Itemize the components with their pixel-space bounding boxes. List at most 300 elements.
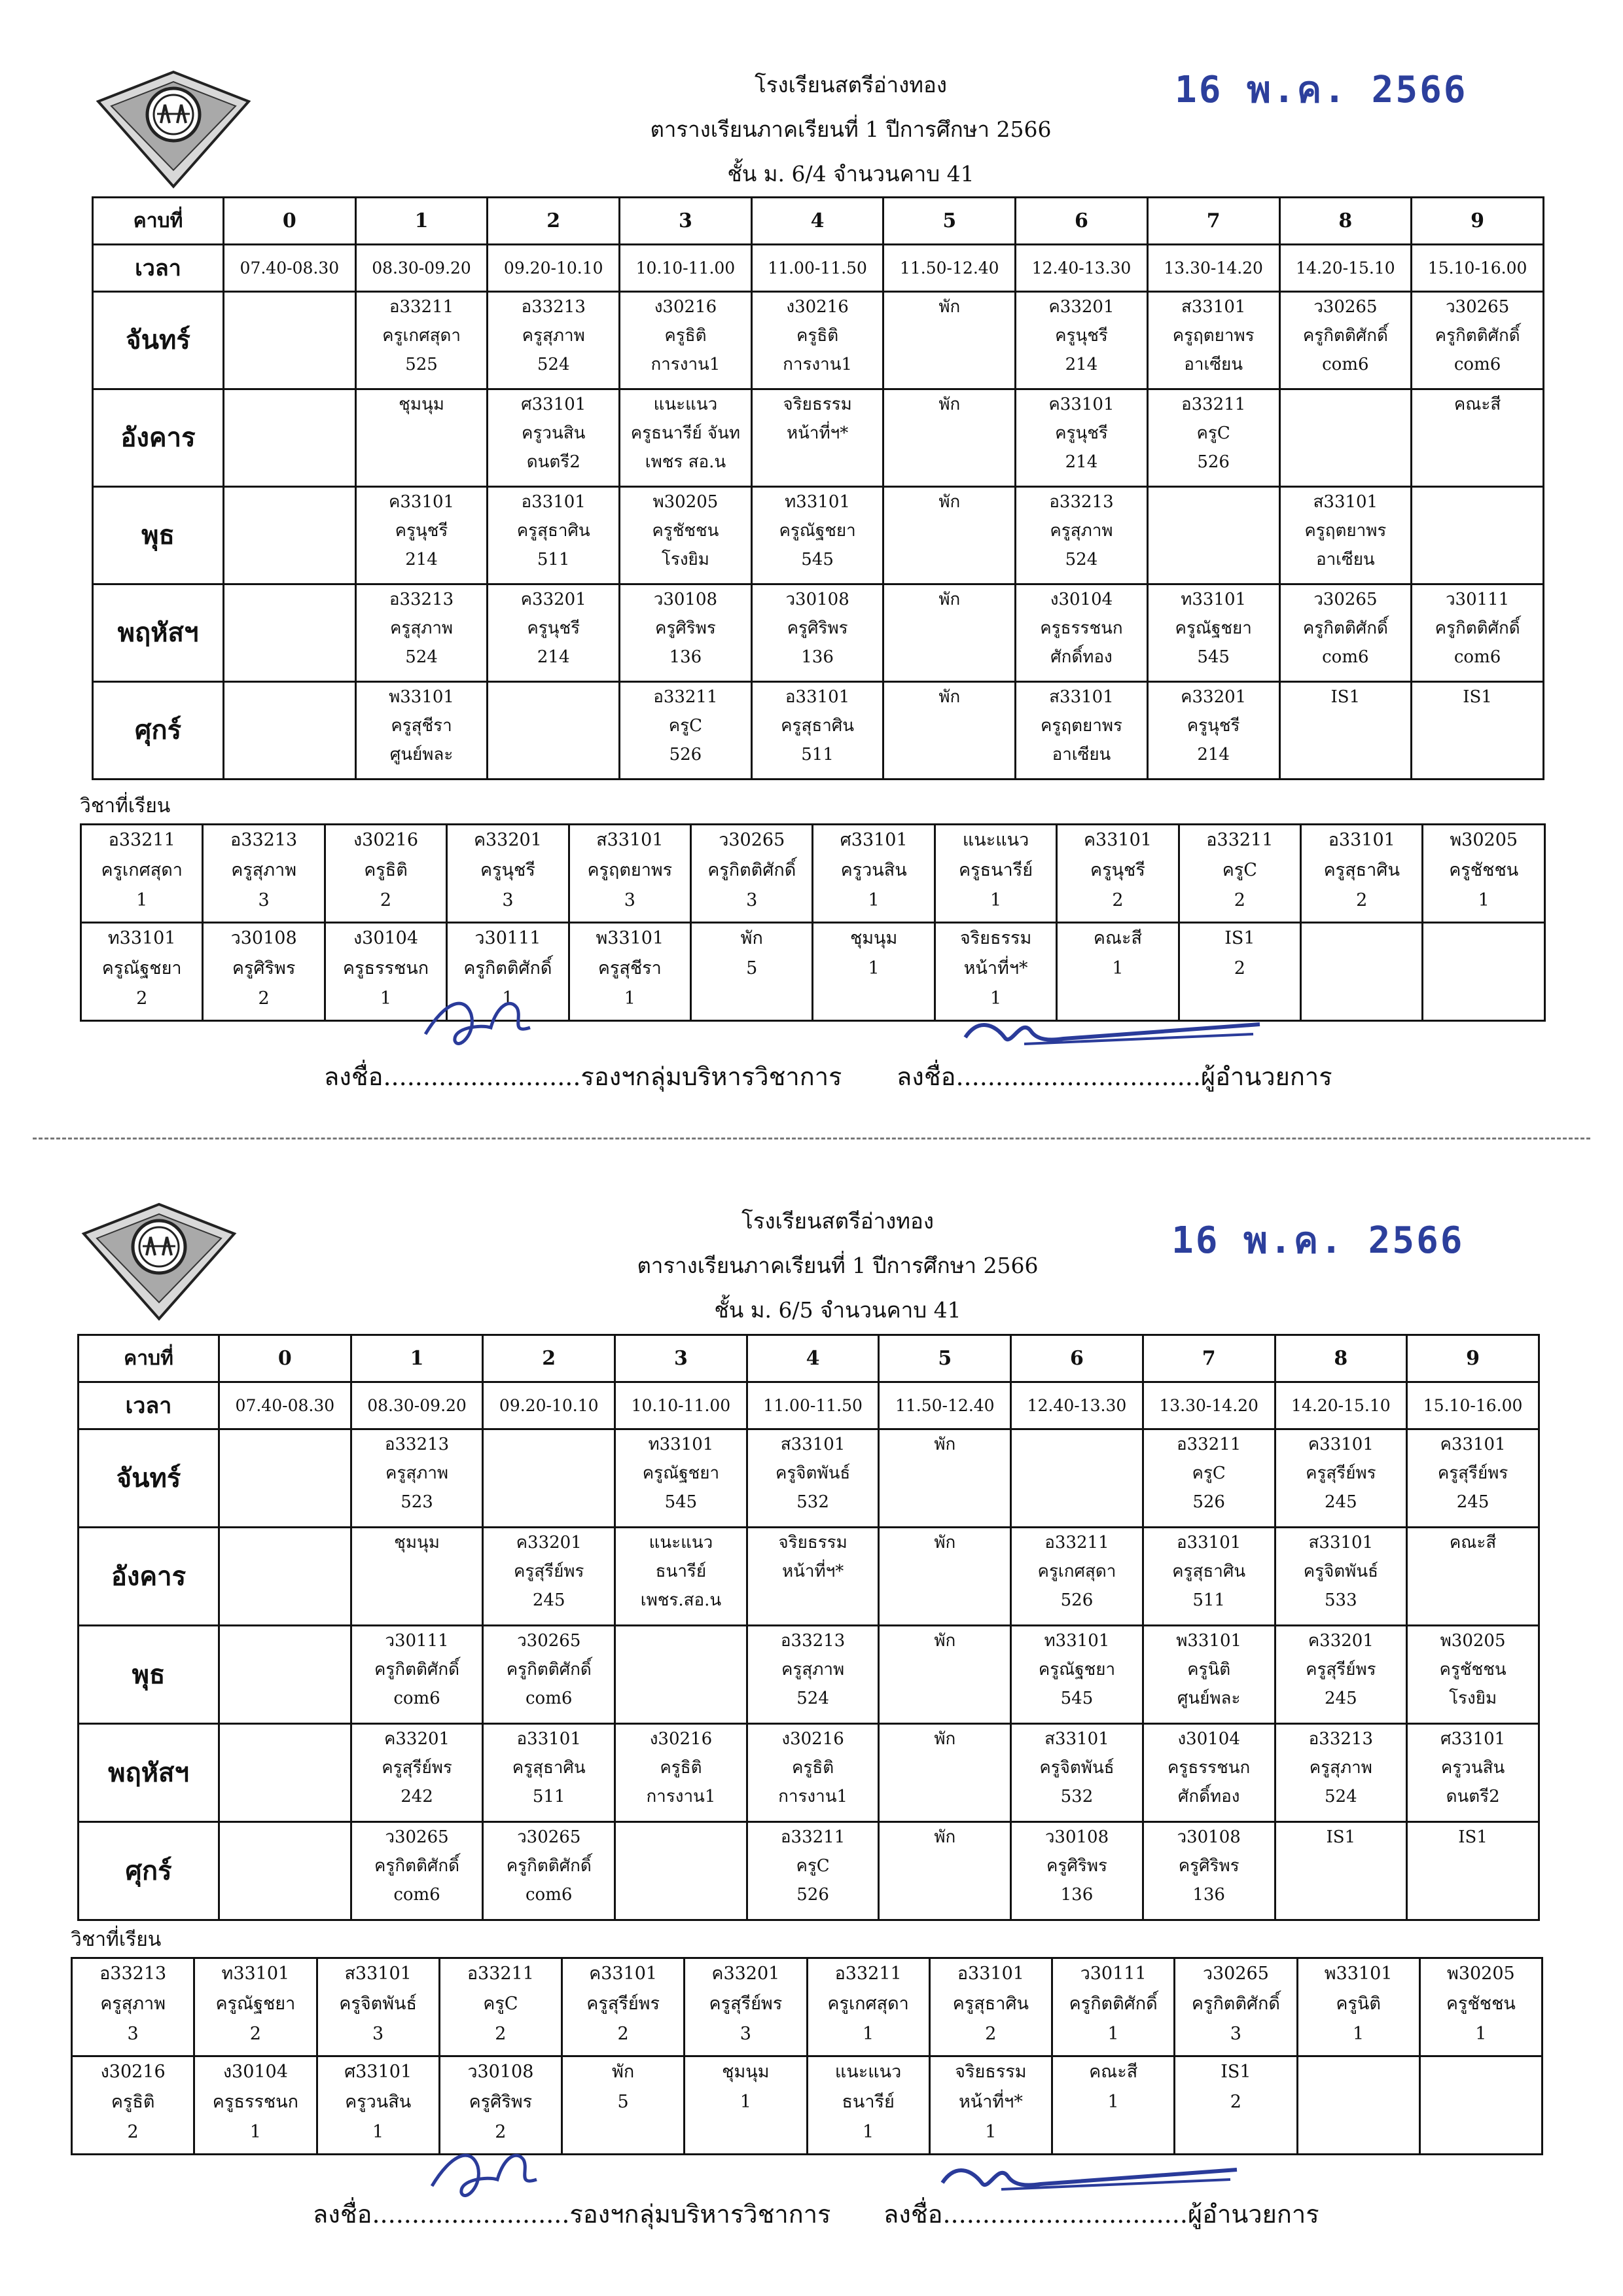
subject-cell [1052,2056,1175,2155]
time-slot: 13.30-14.20 [1143,1382,1275,1429]
schedule-cell [488,487,620,584]
cell-line: ครูจิตพันธ์ [1039,1758,1115,1778]
cell-line: ครูกิตติศักดิ์ [506,1660,592,1679]
cell-line: 1 [249,2122,261,2142]
cell-line: พัก [938,297,961,317]
cell-line: ครูสุธาศิน [1172,1562,1246,1581]
period-number: 7 [1143,1335,1275,1382]
cell-line: 1 [863,2122,874,2142]
schedule-cell [219,1626,351,1724]
schedule-cell [1279,487,1412,584]
cell-line: ค33201 [383,1729,450,1749]
schedule-cell [1147,389,1279,487]
schedule-cell [1279,389,1412,487]
cell-line: com6 [1454,355,1501,374]
cell-line: ว30108 [467,2062,534,2082]
cell-line: พัก [938,492,961,512]
schedule-cell [883,292,1016,389]
cell-line: ครูสุภาพ [1309,1758,1372,1778]
schedule-cell [879,1724,1011,1822]
cell-line: อาเซียน [1184,355,1243,374]
cell-line: 524 [537,355,570,374]
cell-line: 1 [1478,890,1489,910]
class-line: ชั้น ม. 6/4 จำนวนคาบ 41 [727,161,974,187]
schedule-cell [1016,389,1148,487]
cell-line: ครูณัฐชยา [101,958,182,978]
signature-right [959,1011,1266,1057]
schedule-cell [483,1429,615,1528]
cell-line: แนะแนว [653,395,718,414]
cell-line: ง30216 [649,1729,713,1749]
cell-line: ง30104 [1050,590,1113,609]
schedule-cell [1407,1626,1539,1724]
schedule-cell [747,1626,879,1724]
signature-line-director: ลงชื่อ...............................ผู้อำนวยการ [897,1062,1332,1091]
cell-line: อ33213 [99,1964,167,1984]
cell-line: ครูชัชชน [1446,1994,1516,2014]
period-number: 5 [883,198,1016,245]
day-name: ศุกร์ [93,682,224,780]
cell-line: ครูศิริพร [1178,1856,1240,1876]
cell-line: ครูนุชรี [1186,716,1240,736]
time-slot: 11.00-11.50 [751,245,883,292]
subject-cell [562,1958,685,2056]
cell-line: ครูเกศสุดา [382,326,461,346]
cell-line: อ33211 [1044,1533,1109,1552]
period-header-row [93,198,1544,245]
cell-line: ค33201 [1048,297,1115,317]
subject-row [72,1958,1543,2056]
cell-line: ว30111 [474,928,541,948]
signature-line-director: ลงชื่อ...............................ผู้อำนวยการ [883,2200,1319,2229]
cell-line: ครูณัฐชยา [642,1463,720,1483]
time-slot: 15.10-16.00 [1412,245,1544,292]
subject-cell [691,923,813,1021]
cell-line: 1 [863,2024,874,2044]
cell-line: 1 [502,988,514,1009]
day-row [93,389,1544,487]
cell-line: จริยธรรม [955,2062,1027,2082]
school-name: โรงเรียนสตรีอ่างทอง [741,1208,934,1234]
subject-row [81,923,1545,1021]
cell-line: 545 [801,550,834,569]
cell-line: ศักดิ์ทอง [1050,647,1113,667]
subject-cell [685,2056,807,2155]
subject-cell [929,1958,1052,2056]
cell-line: 524 [796,1689,829,1708]
cell-line: ค33101 [1048,395,1115,414]
cell-line: พัก [934,1729,956,1749]
cell-line: อ33213 [1049,492,1114,512]
cell-line: ครูกิตติศักดิ์ [1191,1994,1280,2014]
schedule-cell [1275,1528,1407,1626]
cell-line: พัก [938,687,961,707]
schedule-cell [488,389,620,487]
cell-line: ครูสุรีย์พร [382,1758,452,1778]
cell-line: ส33101 [1181,297,1246,317]
cell-line: ครูกิตติศักดิ์ [1302,326,1388,346]
subject-cell [325,825,446,923]
cell-line: ดนตรี2 [1446,1787,1500,1806]
cell-line: โรงยิม [1449,1689,1497,1708]
cell-line: 511 [537,550,570,569]
cell-line: 526 [1060,1590,1094,1610]
schedule-section-2 [0,1139,1623,2296]
cell-line: หน้าที่ฯ* [963,958,1028,978]
cell-line: ครูสุภาพ [100,1994,166,2014]
cell-line: คณะสี [1454,395,1501,414]
schedule-cell [224,389,356,487]
cell-line: ครูC [1222,860,1257,880]
schedule-cell [879,1626,1011,1724]
cell-line: 532 [1060,1787,1094,1806]
time-slot: 08.30-09.20 [351,1382,483,1429]
schedule-cell [355,682,488,780]
cell-line: 3 [1230,2024,1241,2044]
subject-cell [813,825,935,923]
cell-line: พัก [934,1435,956,1454]
header-block [445,1199,1230,1333]
cell-line: อ33101 [1176,1533,1241,1552]
cell-line: ว30265 [1313,297,1378,317]
cell-line: 1 [1353,2024,1364,2044]
cell-line: คณะสี [1093,928,1142,948]
day-name: จันทร์ [79,1429,219,1528]
cell-line: อ33211 [467,1964,534,1984]
schedule-cell [1412,389,1544,487]
schedule-cell [1412,584,1544,682]
cell-line: 1 [868,958,880,978]
schedule-cell [483,1822,615,1920]
time-slot: 14.20-15.10 [1279,245,1412,292]
schedule-cell [488,292,620,389]
schedule-cell [879,1528,1011,1626]
cell-line: 1 [868,890,880,910]
day-name: พฤหัสฯ [93,584,224,682]
cell-line: ครูวนสิน [522,423,586,443]
schedule-cell [355,487,488,584]
subjects-label: วิชาที่เรียน [80,795,171,817]
period-number: 1 [351,1335,483,1382]
day-row [93,584,1544,682]
day-row [79,1429,1539,1528]
cell-line: 545 [1197,647,1230,667]
cell-line: ครูสุธาศิน [516,521,590,541]
cell-line: IS1 [1330,687,1361,707]
schedule-cell [1143,1429,1275,1528]
cell-line: 2 [495,2122,507,2142]
schedule-cell [488,584,620,682]
cell-line: 526 [796,1885,829,1905]
cell-line: ครูนุชรี [395,521,448,541]
cell-line: ครูสุธาศิน [1323,860,1400,880]
date-stamp: 16 พ.ค. 2566 [1171,1219,1465,1262]
cell-line: 1 [1107,2024,1119,2044]
cell-line: 526 [669,745,702,764]
cell-line: 5 [746,958,758,978]
schedule-cell [1407,1429,1539,1528]
cell-line: ศ33101 [840,830,908,850]
schedule-cell [1143,1724,1275,1822]
cell-line: ครูธรรชนก [1167,1758,1251,1778]
cell-line: หน้าที่ฯ* [958,2092,1023,2112]
cell-line: ครูสุภาพ [231,860,297,880]
schedule-section-1 [0,0,1623,1132]
schedule-cell [751,682,883,780]
school-logo [77,1198,241,1322]
cell-line: คณะสี [1089,2062,1138,2082]
cell-line: 214 [537,647,570,667]
cell-line: ว30111 [1445,590,1510,609]
time-slot: 11.50-12.40 [883,245,1016,292]
cell-line: 1 [985,2122,997,2142]
cell-line: ศ33101 [1440,1729,1506,1749]
cell-line: IS1 [1224,928,1255,948]
subject-summary-table [71,1957,1543,2155]
day-name: พฤหัสฯ [79,1724,219,1822]
time-slot: 09.20-10.10 [483,1382,615,1429]
cell-line: ครูธิติ [664,326,707,346]
cell-line: com6 [1322,647,1369,667]
schedule-cell [1016,292,1148,389]
cell-line: ส33101 [1313,492,1378,512]
cell-line: 245 [1456,1492,1489,1512]
schedule-cell [1412,682,1544,780]
schedule-cell [1011,1626,1143,1724]
cell-line: พัก [934,1631,956,1651]
cell-line: ครูC [1192,1463,1226,1483]
cell-line: 242 [401,1787,433,1806]
cell-line: ครูสุธาศิน [952,1994,1029,2014]
day-name: พุธ [79,1626,219,1724]
cell-line: อ33101 [1328,830,1395,850]
cell-line: ค33201 [711,1964,780,1984]
cell-line: ศูนย์พละ [1177,1689,1241,1708]
cell-line: ส33101 [1308,1533,1374,1552]
subject-cell [194,2056,317,2155]
cell-line: ง30104 [223,2062,288,2082]
schedule-cell [615,1626,747,1724]
cell-line: ครูสุธาศิน [781,716,855,736]
subject-cell [935,923,1056,1021]
cell-line: อ33101 [957,1964,1024,1984]
period-number: 2 [488,198,620,245]
cell-line: ท33101 [107,928,176,948]
cell-line: ว30111 [385,1631,449,1651]
period-number: 1 [355,198,488,245]
schedule-cell [747,1429,879,1528]
cell-line: ครูกิตติศักดิ์ [1069,1994,1158,2014]
cell-line: 214 [1065,355,1098,374]
subject-summary-table [80,823,1546,1022]
schedule-cell [1143,1528,1275,1626]
cell-line: 2 [985,2024,997,2044]
cell-line: ครูนุชรี [527,619,580,638]
cell-line: ท33101 [1181,590,1247,609]
cell-line: แนะแนว [962,830,1029,850]
period-number: 8 [1279,198,1412,245]
cell-line: com6 [1454,647,1501,667]
cell-line: ว30265 [385,1827,449,1847]
cell-line: พัก [938,590,961,609]
schedule-cell [355,389,488,487]
cell-line: ง30216 [786,297,849,317]
schedule-cell [219,1429,351,1528]
cell-line: 1 [740,2092,751,2112]
timetable [77,1334,1540,1921]
cell-line: ธนารีย์ [842,2092,895,2112]
cell-line: ครูสุรีย์พร [709,1994,783,2014]
cell-line: อ33101 [785,687,850,707]
cell-line: 1 [380,988,392,1009]
subject-cell [1297,1958,1419,2056]
cell-line: 511 [801,745,834,764]
cell-line: ว30111 [1080,1964,1147,1984]
cell-line: ว30265 [517,1631,581,1651]
schedule-cell [1016,682,1148,780]
period-label: คาบที่ [93,198,224,245]
time-slot: 09.20-10.10 [488,245,620,292]
period-number: 6 [1011,1335,1143,1382]
cell-line: พัก [612,2062,635,2082]
cell-line: ว30265 [1313,590,1378,609]
cell-line: 3 [502,890,514,910]
subject-cell [439,2056,562,2155]
cell-line: ครูC [483,1994,518,2014]
schedule-cell [1147,682,1279,780]
time-slot: 15.10-16.00 [1407,1382,1539,1429]
cell-line: ครูกิตติศักดิ์ [506,1856,592,1876]
cell-line: ง30216 [654,297,717,317]
cell-line: 524 [1325,1787,1357,1806]
cell-line: ว30265 [517,1827,581,1847]
day-name: อังคาร [79,1528,219,1626]
subject-cell [1057,825,1179,923]
cell-line: ครูสุภาพ [389,619,454,638]
schedule-cell [1275,1822,1407,1920]
cell-line: ครูกิตติศักดิ์ [374,1856,460,1876]
schedule-cell [1275,1626,1407,1724]
cell-line: พ33101 [389,687,454,707]
cell-line: 1 [990,890,1002,910]
cell-line: com6 [393,1885,440,1905]
cell-line: 245 [1325,1689,1357,1708]
period-number: 9 [1407,1335,1539,1382]
schedule-cell [355,584,488,682]
subject-cell [813,923,935,1021]
schedule-cell [1407,1724,1539,1822]
schedule-cell [879,1822,1011,1920]
cell-line: ค33101 [388,492,455,512]
cell-line: 136 [1192,1885,1225,1905]
cell-line: ครูวนสิน [345,2092,412,2112]
cell-line: ส33101 [1044,1729,1109,1749]
cell-line: หน้าที่ฯ* [786,423,849,443]
cell-line: ครูนุชรี [1055,423,1108,443]
header-block [458,63,1243,196]
day-row [79,1724,1539,1822]
schedule-cell [488,682,620,780]
subject-row [72,2056,1543,2155]
cell-line: ว30108 [653,590,718,609]
cell-line: ครูสุรีย์พร [513,1562,584,1581]
cell-line: ครูศิริพร [1046,1856,1107,1876]
schedule-cell [879,1429,1011,1528]
cell-line: 511 [1192,1590,1225,1610]
cell-line: IS1 [1326,1827,1356,1847]
subject-cell [439,1958,562,2056]
cell-line: 245 [532,1590,565,1610]
cell-line: 1 [990,988,1002,1009]
subject-cell [203,825,325,923]
cell-line: การงาน1 [783,355,853,374]
schedule-cell [224,584,356,682]
cell-line: จริยธรรม [783,395,852,414]
day-row [79,1822,1539,1920]
schedule-cell [1407,1822,1539,1920]
timetable [92,196,1544,780]
cell-line: 526 [1197,452,1230,472]
cell-line: 214 [1197,745,1230,764]
cell-line: ค33201 [1181,687,1247,707]
cell-line: ว30108 [1044,1827,1109,1847]
day-row [93,682,1544,780]
cell-line: 2 [1356,890,1368,910]
schedule-cell [351,1528,483,1626]
subject-cell [72,2056,194,2155]
school-logo [92,65,255,190]
period-number: 5 [879,1335,1011,1382]
cell-line: ง30104 [1177,1729,1240,1749]
cell-line: พัก [934,1827,956,1847]
signature-left [419,988,550,1060]
cell-line: ท33101 [221,1964,290,1984]
subject-cell [929,2056,1052,2155]
cell-line: ส33101 [596,830,664,850]
schedule-cell [219,1822,351,1920]
cell-line: ครูฤตยาพร [1041,716,1122,736]
cell-line: พ30205 [652,492,719,512]
subject-cell [1423,923,1545,1021]
term-line: ตารางเรียนภาคเรียนที่ 1 ปีการศึกษา 2566 [650,117,1052,142]
cell-line: 3 [372,2024,384,2044]
cell-line: ชุมนุม [394,1533,440,1552]
schedule-cell [1147,584,1279,682]
cell-line: 524 [405,647,438,667]
cell-line: 3 [127,2024,139,2044]
schedule-cell [751,389,883,487]
subject-cell [203,923,325,1021]
cell-line: พ33101 [596,928,664,948]
cell-line: พ33101 [1324,1964,1393,1984]
cell-line: การงาน1 [778,1787,848,1806]
schedule-cell [1279,292,1412,389]
cell-line: ง30216 [353,830,419,850]
subject-cell [1057,923,1179,1021]
cell-line: พัก [934,1533,956,1552]
cell-line: อ33211 [108,830,175,850]
cell-line: ครูเกศสุดา [101,860,183,880]
schedule-cell [751,292,883,389]
cell-line: 511 [532,1787,565,1806]
schedule-cell [1143,1626,1275,1724]
schedule-cell [1147,487,1279,584]
cell-line: ครูฤตยาพร [1304,521,1387,541]
cell-line: พ30205 [1450,830,1518,850]
subject-cell [562,2056,685,2155]
period-number: 3 [620,198,752,245]
cell-line: ค33101 [1440,1435,1506,1454]
